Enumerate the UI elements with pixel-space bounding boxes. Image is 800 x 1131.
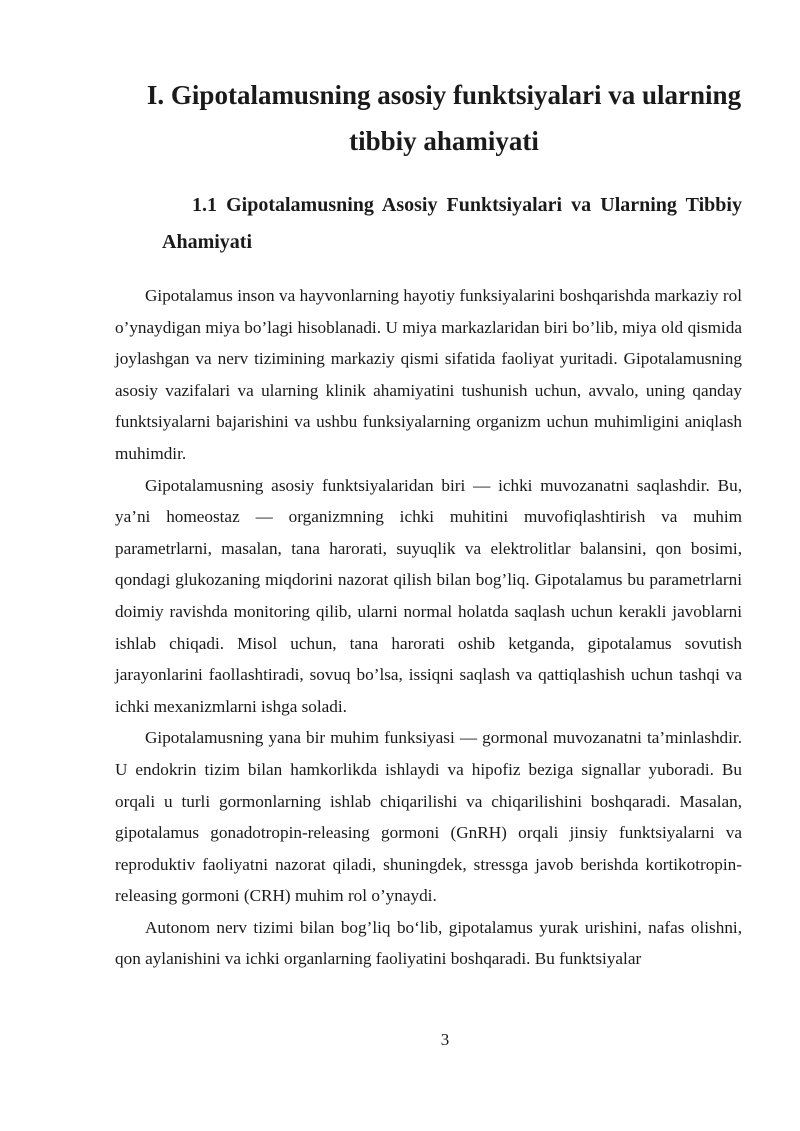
paragraph: Gipotalamusning yana bir muhim funksiyasi — gormonal muvozanatni ta’minlashdir. U endokrin tizim bilan hamkorlikda ishlaydi va hipofiz beziga signallar yuboradi. Bu orqali u turli gormonlarning ishlab chiqarilishi va chiqarilishini boshqaradi. Masalan, gipotalamus gonadotropin-releasing gormoni (GnRH) orqali jinsiy funktsiyalarni va reproduktiv faoliyatni nazorat qiladi, shuningdek, stressga javob berishda kortikotropin-releasing gormoni (CRH) muhim rol o’ynaydi. (115, 728, 742, 906)
chapter-title: I. Gipotalamusning asosiy funktsiyalari va ularning tibbiy ahamiyati (146, 80, 742, 156)
paragraph: Autonom nerv tizimi bilan bog’liq bo‘lib, gipotalamus yurak urishini, nafas olishni, qon aylanishini va ichki organlarning faoliyatini boshqaradi. Bu funktsiyalar (115, 917, 742, 969)
paragraph: Gipotalamus inson va hayvonlarning hayotiy funksiyalarini boshqarishda markaziy rol o’ynaydigan miya bo’lagi hisoblanadi. U miya markazlaridan biri bo’lib, miya old qismida joylashgan va nerv tizimining markaziy qismi sifatida faoliyat yuritadi. Gipotalamusning asosiy vazifalari va ularning klinik ahamiyatini tushunish uchun, avvalo, uning qanday funktsiyalarni bajarishini va ushbu funksiyalarning organizm uchun muhimligini aniqlash muhimdir. (115, 286, 742, 463)
body-text (115, 280, 742, 975)
page-number: 3 (440, 1030, 450, 1049)
section-title: 1.1 Gipotalamusning Asosiy Funktsiyalari va Ularning Tibbiy Ahamiyati (162, 194, 742, 253)
paragraph: Gipotalamusning asosiy funktsiyalaridan biri — ichki muvozanatni saqlashdir. Bu, ya’ni homeostaz — organizmning ichki muhitini muvofiqlashtirish va muhim parametrlarni, masalan, tana harorati, suyuqlik va elektrolitlar balansini, qon bosimi, qondagi glukozaning miqdorini nazorat qilish bilan bog’liq. Gipotalamus bu parametrlarni doimiy ravishda monitoring qilib, ularni normal holatda saqlash uchun kerakli javoblarni ishlab chiqadi. Misol uchun, tana harorati oshib ketganda, gipotalamus sovutish jarayonlarini faollashtiradi, sovuq bo’lsa, issiqni saqlash va qattiqlashish uchun tashqi va ichki mexanizmlarni ishga soladi. (115, 475, 742, 716)
